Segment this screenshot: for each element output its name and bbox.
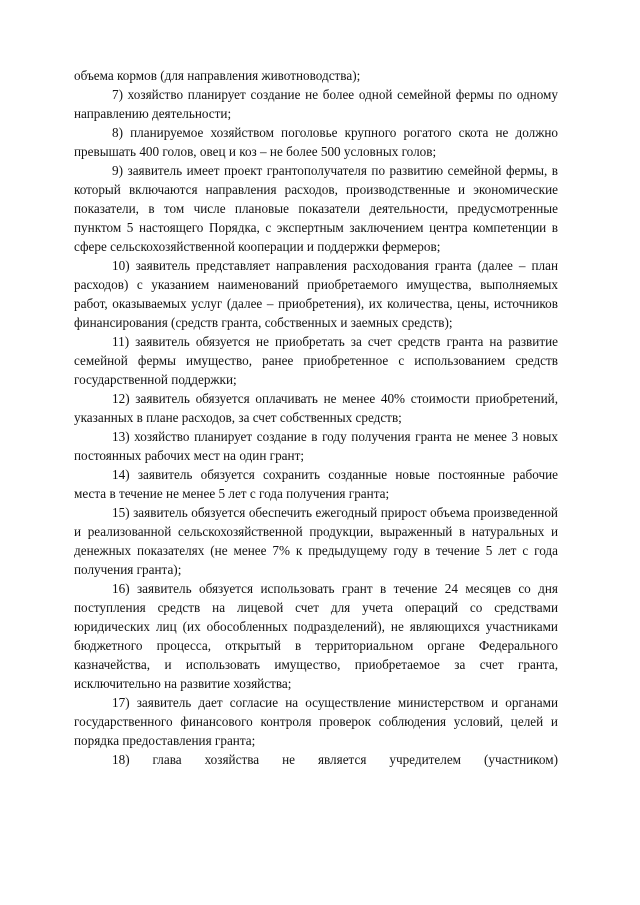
paragraph-continuation: объема кормов (для направления животноводства); xyxy=(74,68,361,83)
paragraph-item-12: 12) заявитель обязуется оплачивать не менее 40% стоимости приобретений, указанных в плане расходов, за счет собственных средств; xyxy=(74,391,558,425)
paragraph-item-13: 13) хозяйство планирует создание в году получения гранта не менее 3 новых постоянных рабочих мест на один грант; xyxy=(74,429,558,463)
paragraph-item-16: 16) заявитель обязуется использовать грант в течение 24 месяцев со дня поступления средств на лицевой счет для учета операций со средствами юридических лиц (их обособленных подразделений), не являющихся участниками бюджетного процесса, открытый в территориальном органе Федерального казначейства, и использовать имущество, приобретаемое за счет гранта, исключительно на развитие хозяйства; xyxy=(74,581,558,691)
paragraph-item-14: 14) заявитель обязуется сохранить созданные новые постоянные рабочие места в течение не менее 5 лет с года получения гранта; xyxy=(74,467,558,501)
paragraph-item-18: 18) глава хозяйства не является учредителем (участником) xyxy=(112,752,558,767)
document-body xyxy=(74,66,558,769)
paragraph-item-7: 7) хозяйство планирует создание не более одной семейной фермы по одному направлению деятельности; xyxy=(74,87,558,121)
paragraph-item-9: 9) заявитель имеет проект грантополучателя по развитию семейной фермы, в который включаются направления расходов, производственные и экономические показатели, в том числе плановые показатели деятельности, предусмотренные пунктом 5 настоящего Порядка, с экспертным заключением центра компетенции в сфере сельскохозяйственной кооперации и поддержки фермеров; xyxy=(74,163,558,254)
paragraph-item-17: 17) заявитель дает согласие на осуществление министерством и органами государственного финансового контроля проверок соблюдения условий, целей и порядка предоставления гранта; xyxy=(74,695,558,748)
paragraph-item-11: 11) заявитель обязуется не приобретать за счет средств гранта на развитие семейной фермы имущество, ранее приобретенное с использованием средств государственной поддержки; xyxy=(74,334,558,387)
paragraph-item-15: 15) заявитель обязуется обеспечить ежегодный прирост объема произведенной и реализованной сельскохозяйственной продукции, выраженный в натуральных и денежных показателях (не менее 7% к предыдущему году в течение 5 лет с года получения гранта); xyxy=(74,505,558,577)
paragraph-item-8: 8) планируемое хозяйством поголовье крупного рогатого скота не должно превышать 400 голов, овец и коз – не более 500 условных голов; xyxy=(74,125,558,159)
paragraph-item-10: 10) заявитель представляет направления расходования гранта (далее – план расходов) с указанием наименований приобретаемого имущества, выполняемых работ, оказываемых услуг (далее – приобретения), их количества, цены, источников финансирования (средств гранта, собственных и заемных средств); xyxy=(74,258,558,330)
